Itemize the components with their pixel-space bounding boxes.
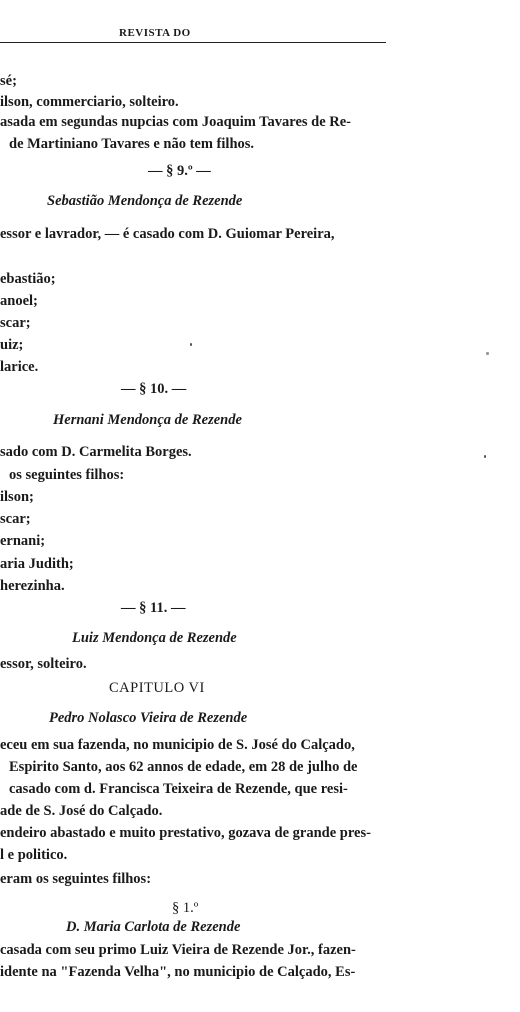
- text-line: sado com D. Carmelita Borges.: [0, 444, 192, 460]
- text-line: scar;: [0, 511, 31, 527]
- text-line: ilson;: [0, 489, 34, 505]
- section-heading: § 1.º: [172, 900, 199, 916]
- chapter-heading: CAPITULO VI: [109, 680, 205, 696]
- text-line: ade de S. José do Calçado.: [0, 803, 163, 819]
- text-line: eram os seguintes filhos:: [0, 871, 152, 887]
- person-heading: Luiz Mendonça de Rezende: [72, 630, 237, 646]
- text-line: Espirito Santo, aos 62 annos de edade, em 28 de julho de: [9, 759, 358, 775]
- running-header: REVISTA DO: [119, 27, 191, 39]
- text-line: scar;: [0, 315, 31, 331]
- text-line: essor e lavrador, — é casado com D. Guiomar Pereira,: [0, 226, 335, 242]
- text-line: idente na "Fazenda Velha", no municipio de Calçado, Es-: [0, 964, 356, 980]
- person-heading: D. Maria Carlota de Rezende: [66, 919, 241, 935]
- text-line: asada em segundas nupcias com Joaquim Tavares de Re-: [0, 114, 352, 130]
- text-line: endeiro abastado e muito prestativo, gozava de grande pres-: [0, 825, 371, 841]
- text-line: de Martiniano Tavares e não tem filhos.: [9, 136, 255, 152]
- text-line: l e politico.: [0, 847, 68, 863]
- text-line: essor, solteiro.: [0, 656, 87, 672]
- text-line: aria Judith;: [0, 556, 74, 572]
- text-line: casado com d. Francisca Teixeira de Rezende, que resi-: [9, 781, 348, 797]
- text-line: eceu em sua fazenda, no municipio de S. José do Calçado,: [0, 737, 355, 753]
- text-line: ernani;: [0, 533, 46, 549]
- text-line: ebastião;: [0, 271, 56, 287]
- header-rule: [0, 42, 386, 43]
- person-heading: Hernani Mendonça de Rezende: [53, 412, 242, 428]
- text-line: sé;: [0, 73, 17, 89]
- text-line: os seguintes filhos:: [9, 467, 125, 483]
- print-speck: [484, 455, 486, 458]
- person-heading: Pedro Nolasco Vieira de Rezende: [49, 710, 248, 726]
- person-heading: Sebastião Mendonça de Rezende: [47, 193, 243, 209]
- section-heading: — § 11. —: [121, 600, 186, 616]
- text-line: casada com seu primo Luiz Vieira de Rezende Jor., fazen-: [0, 942, 356, 958]
- print-speck: [486, 352, 489, 355]
- section-heading: — § 9.º —: [148, 163, 211, 179]
- text-line: ilson, commerciario, solteiro.: [0, 94, 179, 110]
- text-line: herezinha.: [0, 578, 65, 594]
- print-speck: [190, 343, 192, 346]
- section-heading: — § 10. —: [121, 381, 187, 397]
- text-line: anoel;: [0, 293, 38, 309]
- text-line: larice.: [0, 359, 39, 375]
- text-line: uiz;: [0, 337, 24, 353]
